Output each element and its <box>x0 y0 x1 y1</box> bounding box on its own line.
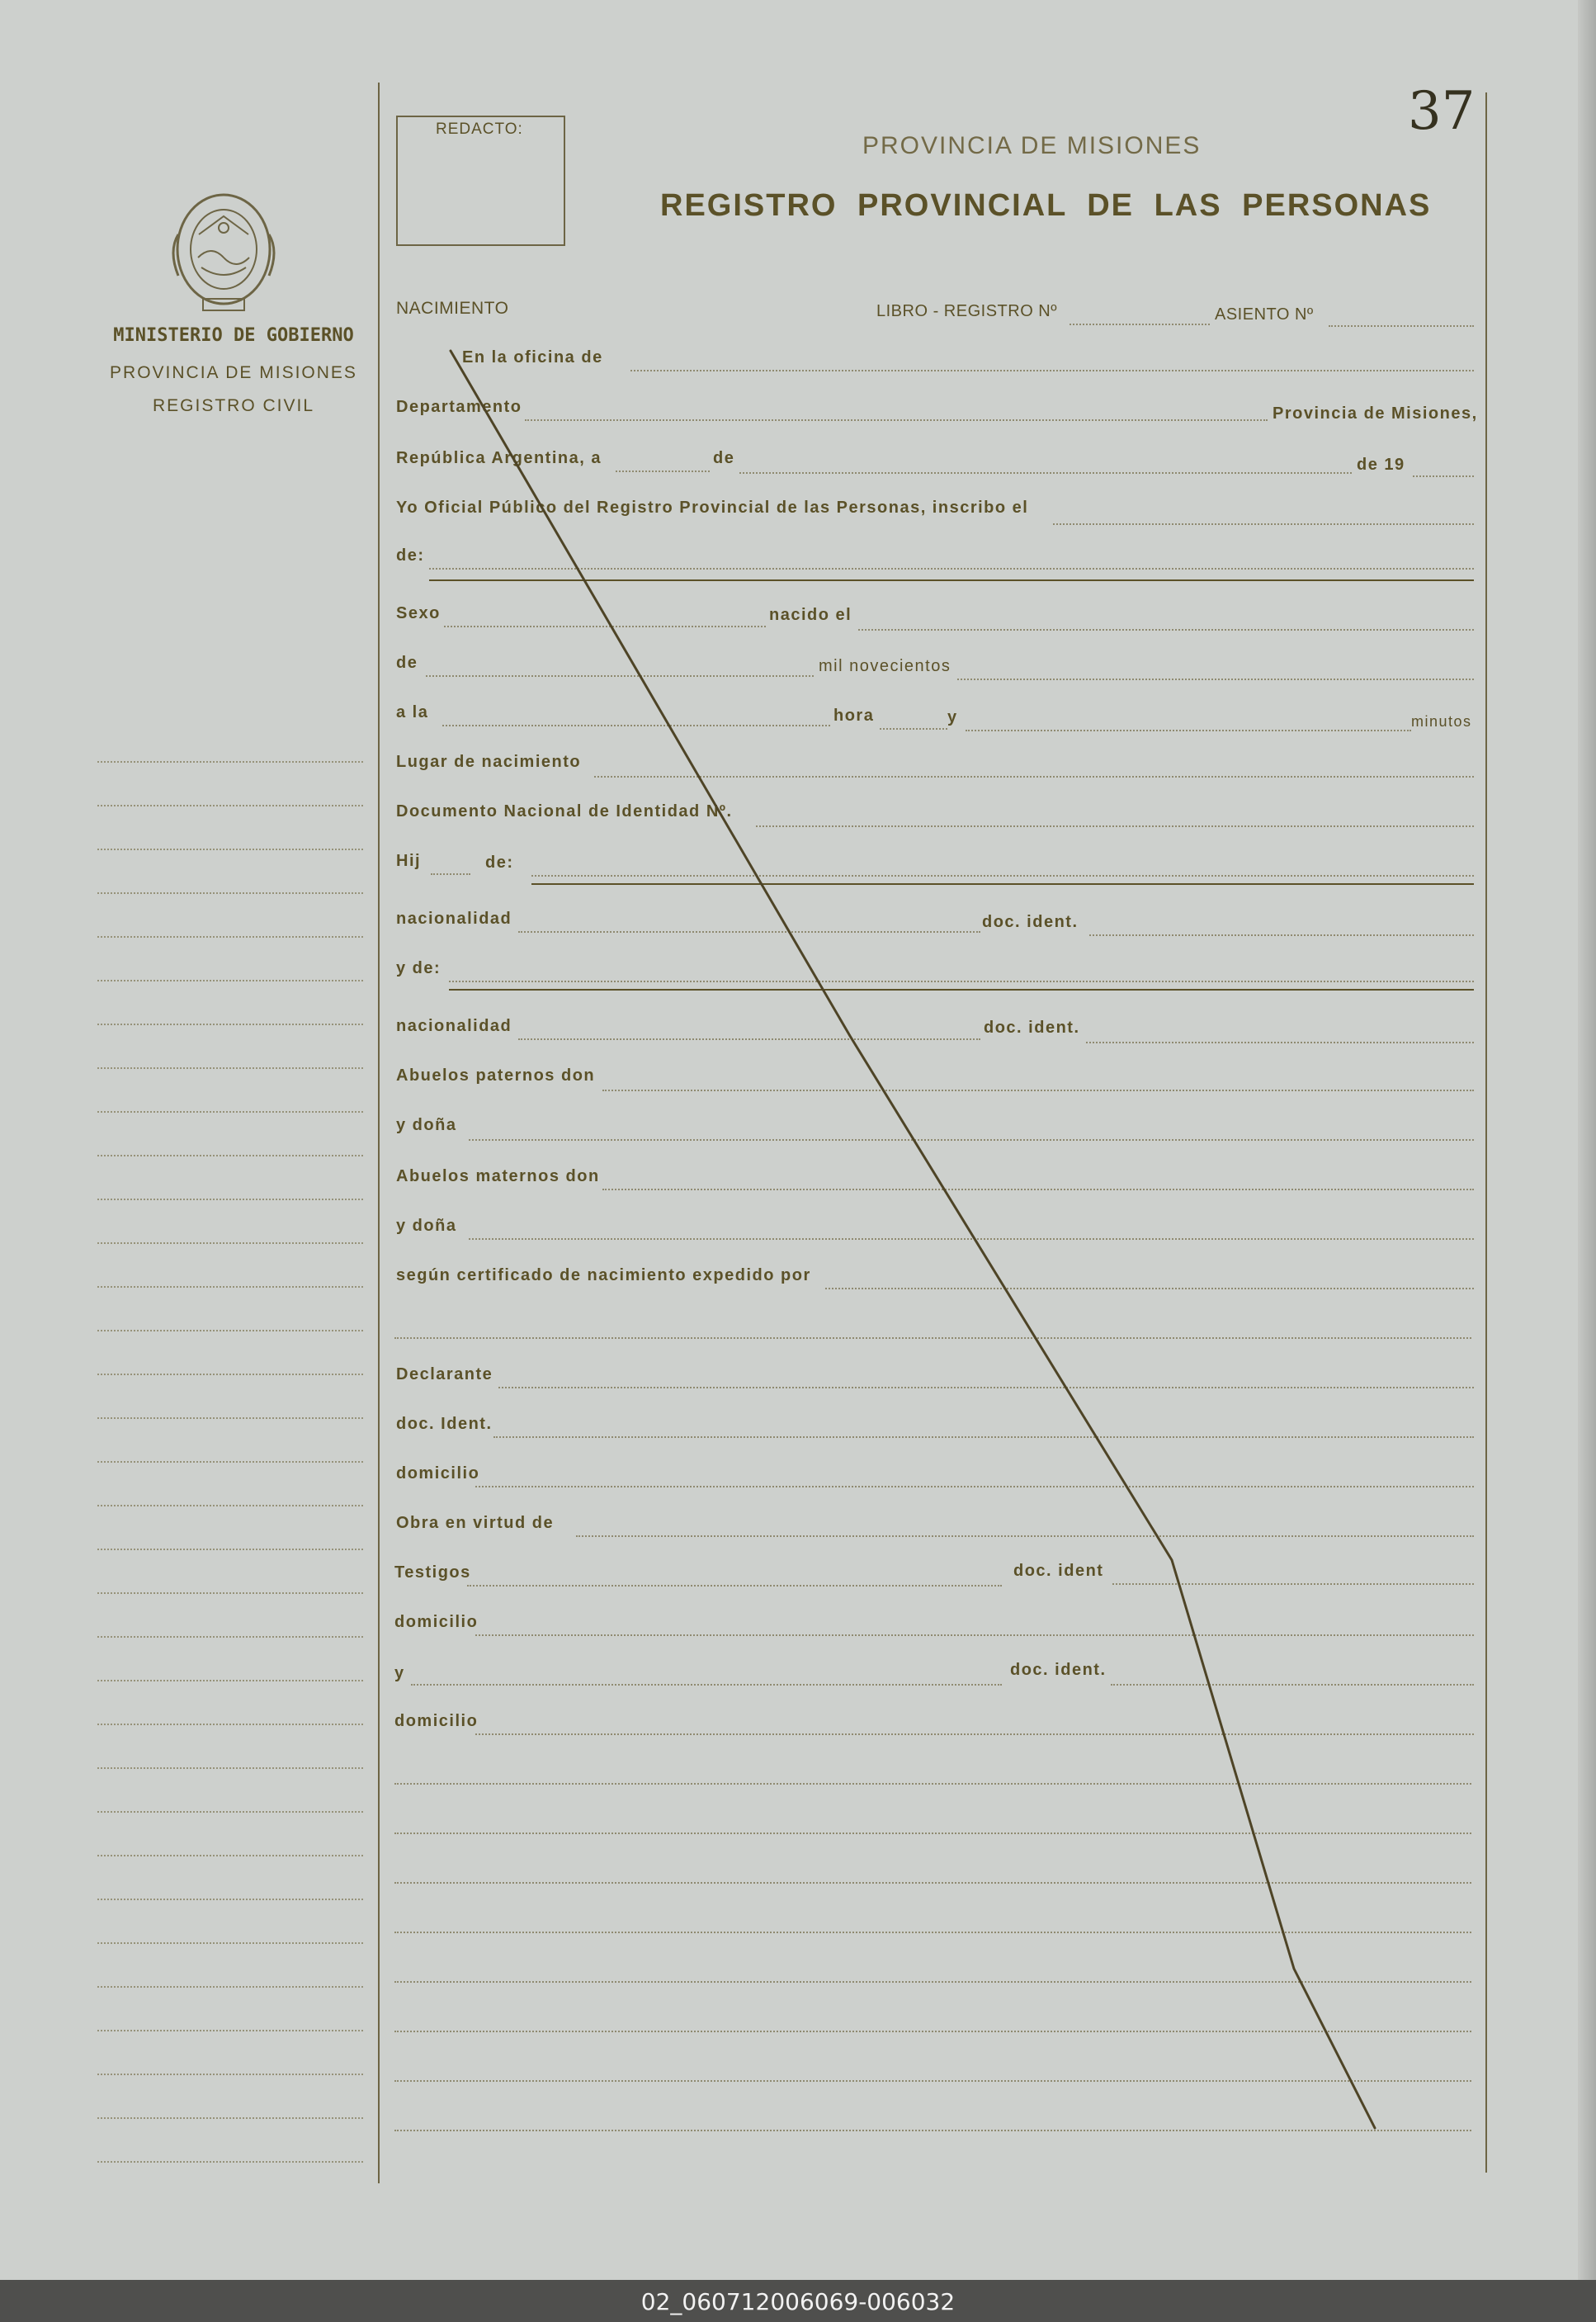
obra-virtud-label: Obra en virtud de <box>396 1514 555 1532</box>
inscripto-rule <box>429 579 1474 581</box>
minutos-field[interactable] <box>966 730 1411 731</box>
left-margin-rule-line <box>97 1855 363 1856</box>
provincia-misiones-label: Provincia de Misiones, <box>1273 404 1478 423</box>
blank-ruled-line[interactable] <box>394 1783 1471 1785</box>
de-label-1: de <box>713 449 735 467</box>
inscribo-field[interactable] <box>1053 523 1474 525</box>
hij-label: Hij <box>396 852 422 870</box>
left-margin-rule-line <box>97 1286 363 1288</box>
doc-ident-field-4[interactable] <box>1112 1583 1474 1585</box>
asiento-field[interactable] <box>1329 325 1474 327</box>
hora-label: hora <box>833 707 875 725</box>
left-margin-rule-line <box>97 1724 363 1725</box>
left-margin-rule-line <box>97 1505 363 1506</box>
certificado-extra-field[interactable] <box>394 1337 1471 1339</box>
redacto-label: REDACTO: <box>436 121 523 138</box>
departamento-label: Departamento <box>396 398 522 416</box>
anio-field[interactable] <box>1413 475 1474 477</box>
mil-novecientos-label: mil novecientos <box>819 657 951 675</box>
documento-nacional-label: Documento Nacional de Identidad Nº. <box>396 802 733 821</box>
header-registry-title: REGISTRO PROVINCIAL DE LAS PERSONAS <box>660 188 1432 223</box>
domicilio-field-1[interactable] <box>475 1486 1474 1487</box>
sexo-field[interactable] <box>444 626 766 627</box>
de-label-2: de <box>396 654 418 672</box>
declarante-label: Declarante <box>396 1365 493 1383</box>
right-margin-rule <box>1485 92 1487 2173</box>
libro-registro-label: LIBRO - REGISTRO Nº <box>876 302 1058 320</box>
obra-virtud-field[interactable] <box>576 1535 1474 1537</box>
a-la-label: a la <box>396 703 429 721</box>
y-label-2: y <box>394 1664 405 1682</box>
sexo-label: Sexo <box>396 604 441 622</box>
dia-field[interactable] <box>616 471 710 472</box>
blank-ruled-line[interactable] <box>394 2080 1471 2082</box>
domicilio-field-2[interactable] <box>475 1634 1474 1636</box>
left-margin-rule-line <box>97 1942 363 1944</box>
oficina-label: En la oficina de <box>462 348 603 367</box>
doc-ident-field-2[interactable] <box>1086 1042 1474 1043</box>
domicilio-field-3[interactable] <box>475 1733 1474 1735</box>
abuelos-paternos-label: Abuelos paternos don <box>396 1066 596 1085</box>
libro-registro-field[interactable] <box>1070 324 1210 325</box>
domicilio-label-1: domicilio <box>396 1464 480 1483</box>
doc-ident-field-1[interactable] <box>1089 934 1474 936</box>
left-margin-rule-line <box>97 892 363 894</box>
republica-label: República Argentina, a <box>396 449 602 467</box>
y-label-1: y <box>947 708 958 726</box>
left-margin-rule-line <box>97 1155 363 1156</box>
left-margin-rule-line <box>97 805 363 806</box>
nacido-el-label: nacido el <box>769 606 852 624</box>
doc-ident-label-2: doc. ident. <box>984 1019 1080 1037</box>
y-dona-label-1: y doña <box>396 1116 457 1134</box>
blank-ruled-line[interactable] <box>394 2031 1471 2032</box>
departamento-field[interactable] <box>525 419 1268 421</box>
blank-ruled-line[interactable] <box>394 1882 1471 1884</box>
hora-field[interactable] <box>442 725 830 726</box>
padre-field[interactable] <box>531 875 1474 877</box>
left-margin-rule-line <box>97 1024 363 1025</box>
provincial-seal-icon <box>162 185 286 317</box>
left-margin-rule-line <box>97 1549 363 1550</box>
documento-nacional-field[interactable] <box>756 825 1474 827</box>
testigos-label: Testigos <box>394 1563 471 1582</box>
madre-field[interactable] <box>449 981 1474 982</box>
left-margin-rule-line <box>97 1199 363 1200</box>
blank-ruled-line[interactable] <box>394 1981 1471 1983</box>
footer-image-label: 02_060712006069-006032 <box>640 2288 956 2315</box>
doc-ident-label-3: doc. Ident. <box>396 1415 493 1433</box>
blank-ruled-line[interactable] <box>394 1833 1471 1834</box>
left-margin-rule-line <box>97 849 363 850</box>
de-19-label: de 19 <box>1357 456 1405 474</box>
blank-ruled-line[interactable] <box>394 1932 1471 1933</box>
left-margin-rule-line <box>97 1242 363 1244</box>
doc-ident-label-4: doc. ident <box>1013 1562 1104 1580</box>
abuela-paterna-field[interactable] <box>469 1139 1474 1141</box>
left-margin-rule-line <box>97 2161 363 2163</box>
yo-oficial-label: Yo Oficial Público del Registro Provincial de las Personas, inscribo el <box>396 499 1029 517</box>
certificado-field[interactable] <box>825 1288 1474 1289</box>
nacimiento-label: NACIMIENTO <box>396 299 509 318</box>
madre-rule <box>449 989 1474 991</box>
anio-nacimiento-field[interactable] <box>957 679 1474 680</box>
left-margin-rule-line <box>97 1111 363 1113</box>
left-margin-rule-line <box>97 1986 363 1988</box>
declarante-field[interactable] <box>498 1387 1474 1388</box>
y-de-label: y de: <box>396 959 441 977</box>
left-margin-rule-line <box>97 1811 363 1813</box>
abuelo-paterno-field[interactable] <box>602 1090 1474 1091</box>
left-margin-rule-line <box>97 2030 363 2031</box>
hij-suffix-field[interactable] <box>431 873 470 875</box>
mes-nacimiento-field[interactable] <box>426 675 814 677</box>
left-margin-rule-line <box>97 1767 363 1769</box>
nacido-el-field[interactable] <box>858 629 1474 631</box>
de-colon-label: de: <box>396 546 425 565</box>
testigo-2-field[interactable] <box>411 1684 1002 1686</box>
domicilio-label-3: domicilio <box>394 1712 479 1730</box>
page-number: 37 <box>1408 81 1476 142</box>
left-margin-rule-line <box>97 1636 363 1638</box>
left-margin-rule-line <box>97 761 363 763</box>
de-hij-label: de: <box>485 854 514 872</box>
minutos-label: minutos <box>1411 713 1472 730</box>
blank-ruled-line[interactable] <box>394 2130 1471 2131</box>
ministry-line-1: MINISTERIO DE GOBIERNO <box>113 325 354 346</box>
left-margin-rule-line <box>97 2117 363 2119</box>
mes-field[interactable] <box>739 472 1352 474</box>
hora-extra-field[interactable] <box>880 728 947 730</box>
left-margin-rule-line <box>97 2074 363 2075</box>
ministry-line-2: PROVINCIA DE MISIONES <box>110 363 357 382</box>
nacionalidad-label-1: nacionalidad <box>396 910 512 928</box>
left-margin-rule-line <box>97 1417 363 1419</box>
left-margin-rule-line <box>97 1067 363 1069</box>
nacionalidad-label-2: nacionalidad <box>396 1017 512 1035</box>
doc-ident-field-3[interactable] <box>493 1436 1474 1438</box>
left-margin-rule-line <box>97 936 363 938</box>
doc-ident-label-5: doc. ident. <box>1010 1661 1107 1679</box>
ministry-line-3: REGISTRO CIVIL <box>152 396 315 415</box>
domicilio-label-2: domicilio <box>394 1613 479 1631</box>
oficina-field[interactable] <box>630 370 1474 371</box>
left-margin-rule-line <box>97 980 363 981</box>
padre-rule <box>531 883 1474 885</box>
nacionalidad-field-2[interactable] <box>518 1038 980 1040</box>
lugar-nacimiento-label: Lugar de nacimiento <box>396 753 582 771</box>
doc-ident-field-5[interactable] <box>1111 1684 1474 1686</box>
header-province: PROVINCIA DE MISIONES <box>862 132 1202 159</box>
abuela-materna-field[interactable] <box>469 1238 1474 1240</box>
left-margin-rule-line <box>97 1461 363 1463</box>
abuelo-materno-field[interactable] <box>602 1189 1474 1190</box>
left-margin-rule-line <box>97 1899 363 1900</box>
doc-ident-label-1: doc. ident. <box>982 913 1079 931</box>
y-dona-label-2: y doña <box>396 1217 457 1235</box>
inscripto-field[interactable] <box>429 568 1474 570</box>
abuelos-maternos-label: Abuelos maternos don <box>396 1167 600 1185</box>
testigo-1-field[interactable] <box>467 1585 1002 1587</box>
left-margin-rule-line <box>97 1330 363 1331</box>
asiento-label: ASIENTO Nº <box>1215 305 1314 324</box>
segun-certificado-label: según certificado de nacimiento expedido por <box>396 1266 811 1284</box>
sheet-edge <box>1578 0 1596 2280</box>
left-margin-rule-line <box>97 1592 363 1594</box>
left-margin-rule-line <box>97 1680 363 1681</box>
left-margin-rule-line <box>97 1374 363 1375</box>
lugar-nacimiento-field[interactable] <box>594 776 1474 778</box>
nacionalidad-field-1[interactable] <box>518 931 980 933</box>
